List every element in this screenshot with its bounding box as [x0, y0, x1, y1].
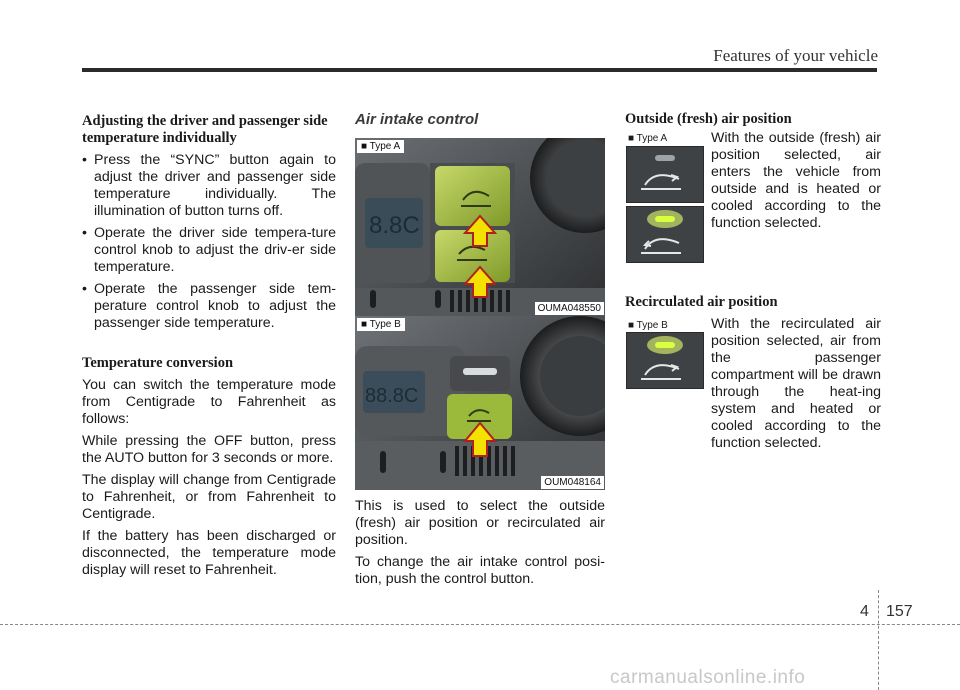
figure-code: OUMA048550	[535, 302, 604, 315]
climate-panel-illustration-a	[355, 138, 605, 316]
outside-air-description: With the outside (fresh) air position selected, air enters the vehicle from outside and is heated or cooled according to the function selected.	[711, 130, 881, 231]
recirc-type-b-thumbnail	[626, 332, 704, 389]
display-readout-a: 8.8C	[369, 212, 420, 239]
column-air-intake-text	[355, 498, 605, 593]
figure-type-label: ■ Type A	[357, 140, 404, 153]
figure-type-label: ■ Type B	[628, 320, 668, 331]
watermark: carmanualsonline.info	[610, 667, 806, 688]
fresh-air-button-off-thumbnail	[626, 146, 704, 203]
section-title-air-intake: Air intake control	[355, 111, 479, 128]
chapter-number: 4	[860, 603, 869, 620]
figure-type-b	[355, 316, 605, 490]
page-number: 157	[886, 603, 913, 620]
figure-type-a	[355, 138, 605, 316]
recirc-button-on-thumbnail	[626, 206, 704, 263]
bullet-icon: •	[82, 281, 87, 297]
figure-code: OUM048164	[541, 476, 604, 489]
paragraph: To change the air intake control posi-tion, push the control button.	[355, 554, 605, 587]
recirculated-air-description: With the recirculated air position selected, air from the passenger compartment will be drawn through the heat-ing system and heated or cooled according to the function selected.	[711, 316, 881, 451]
running-header: Features of your vehicle	[713, 46, 878, 65]
footer-vertical-rule	[878, 590, 879, 690]
bullet-icon: •	[82, 225, 87, 241]
heading-adjusting: Adjusting the driver and passenger side temperature individually	[82, 113, 328, 146]
figure-type-label: ■ Type A	[628, 133, 668, 144]
figure-type-label: ■ Type B	[357, 318, 405, 331]
paragraph: You can switch the temperature mode from Centigrade to Fahrenheit as follows:	[82, 377, 336, 427]
paragraph: The display will change from Centigrade to Fahrenheit, or from Fahrenheit to Centigrade.	[82, 472, 336, 522]
header-rule	[82, 68, 877, 72]
column-temperature	[82, 113, 336, 584]
paragraph: While pressing the OFF button, press the AUTO button for 3 seconds or more.	[82, 433, 336, 466]
climate-panel-illustration-b	[355, 316, 605, 490]
recirc-button-on-illustration	[627, 207, 703, 262]
bullet-item: • Operate the driver side tempera-ture control knob to adjust the driv-er side temperature.	[82, 225, 336, 275]
bullet-icon: •	[82, 152, 87, 168]
bullet-item: • Operate the passenger side tem-perature control knob to adjust the passenger side temperature.	[82, 281, 336, 331]
display-readout-b: 88.8C	[365, 385, 419, 407]
bullet-item: • Press the “SYNC” button again to adjust the driver and passenger side temperature individually. The illumination of button turns off.	[82, 152, 336, 219]
footer-dashed-rule	[0, 624, 960, 625]
heading-outside-air: Outside (fresh) air position	[625, 111, 792, 127]
paragraph: If the battery has been discharged or disconnected, the temperature mode display will reset to Fahrenheit.	[82, 528, 336, 578]
recirc-type-b-illustration	[627, 333, 703, 388]
heading-recirculated-air: Recirculated air position	[625, 294, 778, 310]
fresh-air-button-off-illustration	[627, 147, 703, 202]
heading-temperature-conversion: Temperature conversion	[82, 355, 234, 371]
paragraph: This is used to select the outside (fresh) air position or recirculated air position.	[355, 498, 605, 548]
